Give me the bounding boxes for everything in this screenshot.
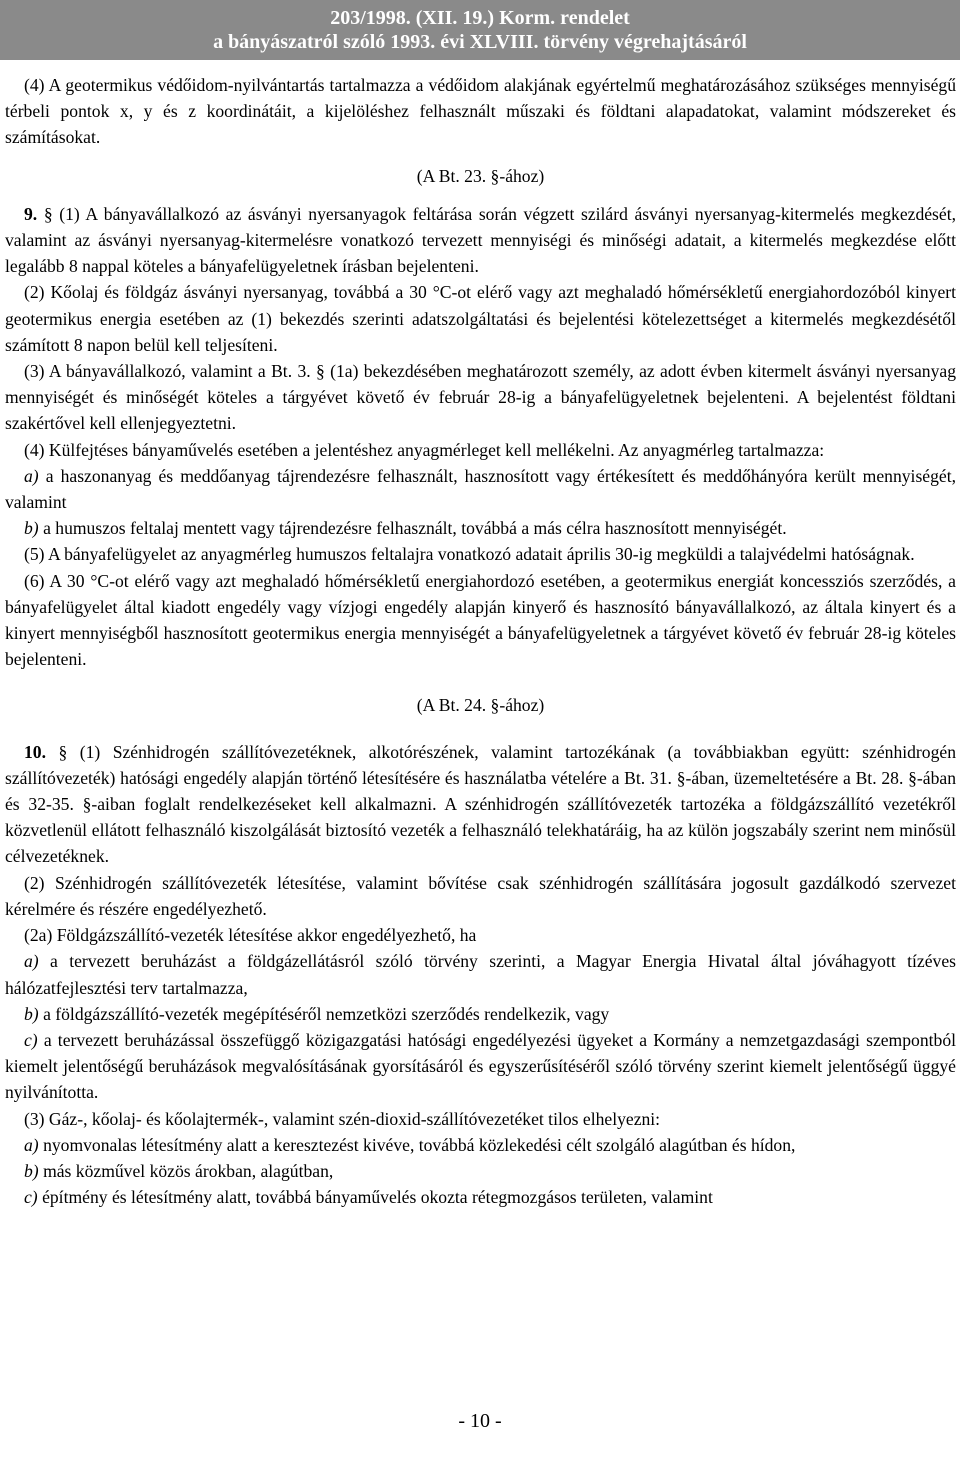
list-item: c) építmény és létesítmény alatt, továbbá bányaművelés okozta rétegmozgásos területen, valamint bbox=[24, 1187, 713, 1208]
section-10-paragraph-2: (2) Szénhidrogén szállítóvezeték létesítése, valamint bővítése csak szénhidrogén szállítására jogosult gazdálkodó szervezet kérelmére és részére engedélyezhető. bbox=[5, 872, 956, 919]
section-9-paragraph-1: 9. § (1) A bányavállalkozó az ásványi nyersanyagok feltárása során végzett szilárd ásványi nyersanyag-kitermelés megkezdését, valamint az ásványi nyersanyag-kitermelésre vonatkozó tervezett mennyiségi és minőségi adatait, a kitermelés megkezdése előtt legalább 8 nappal köteles a bányafelügyeletnek írásban bejelenteni. bbox=[5, 203, 956, 277]
section-reference: (A Bt. 24. §-ához) bbox=[416, 695, 545, 716]
list-item: c) a tervezett beruházással összefüggő közigazgatási hatósági engedélyezési ügyeket a Kormány a nemzetgazdasági szempontból kiemelt jelentőségű beruházások megvalósításának gyorsításáról és egyszerűsítéséről szóló törvény szerint kiemelt jelentőségű üggyé nyilvánította. bbox=[5, 1029, 957, 1103]
section-10-paragraph-3: (3) Gáz-, kőolaj- és kőolajtermék-, valamint szén-dioxid-szállítóvezetéket tilos elhelyezni: bbox=[24, 1108, 661, 1129]
header-title: 203/1998. (XII. 19.) Korm. rendelet bbox=[330, 7, 630, 29]
document-body bbox=[0, 60, 960, 1210]
list-item: a) a haszonanyag és meddőanyag tájrendezésre felhasznált, hasznosított vagy értékesített és meddőhányóra került mennyiségét, valamint bbox=[5, 465, 956, 513]
document-header bbox=[0, 0, 960, 60]
section-9-paragraph-3: (3) A bányavállalkozó, valamint a Bt. 3. § (1a) bekezdésében meghatározott személy, az adott évben kitermelt ásványi nyersanyag mennyiségét és minőségét köteles a tárgyévet követő év február 28-ig a bányafelügyeletnek bejelenteni. A bejelentést földtani szakértővel kell ellenjegyeztetni. bbox=[5, 361, 956, 434]
section-9-paragraph-6: (6) A 30 °C-ot elérő vagy azt meghaladó hőmérsékletű energiahordozó esetében, a geotermikus energiát koncessziós szerződés, a bányafelügyelet által kiadott engedély vagy vízjogi engedély alapján kinyerő és hasznosító bányavállalkozó, az általa kinyert és a kinyert mennyiségből hasznosított geotermikus energia mennyiségét a bányafelügyeletnek a tárgyévet követő év február 28-ig köteles bejelenteni. bbox=[5, 570, 956, 670]
list-item: b) más közművel közös árokban, alagútban, bbox=[24, 1160, 334, 1181]
list-item: b) a földgázszállító-vezeték megépítéséről nemzetközi szerződés rendelkezik, vagy bbox=[24, 1003, 610, 1024]
section-9-paragraph-5: (5) A bányafelügyelet az anyagmérleg humuszos feltalajra vonatkozó adatait április 30-ig megküldi a talajvédelmi hatóságnak. bbox=[24, 544, 915, 565]
list-item: a) nyomvonalas létesítmény alatt a keresztezést kivéve, továbbá közlekedési célt szolgáló alagútban és hídon, bbox=[24, 1134, 796, 1155]
paragraph: (4) A geotermikus védőidom-nyilvántartás tartalmazza a védőidom alakjának egyértelmű meghatározásához szükséges mennyiségű térbeli pontok x, y és z koordinátáit, a kijelöléshez felhasznált műszaki és földtani alapadatokat, valamint módszereket és számításokat. bbox=[5, 75, 956, 148]
section-number: 9. bbox=[24, 203, 38, 224]
list-item: a) a tervezett beruházást a földgázellátásról szóló törvény szerinti, a Magyar Energia Hivatal által jóváhagyott tízéves hálózatfejlesztési terv tartalmazza, bbox=[5, 951, 956, 998]
list-item: b) a humuszos feltalaj mentett vagy tájrendezésre felhasznált, továbbá a más célra hasznosított mennyiségét. bbox=[24, 518, 787, 539]
page-number: - 10 - bbox=[458, 1410, 502, 1432]
section-number: 10. bbox=[24, 741, 46, 762]
section-10-paragraph-1: 10. § (1) Szénhidrogén szállítóvezetéknek, alkotórészének, valamint tartozékának (a továbbiakban együtt: szénhidrogén szállítóvezeték) hatósági engedély alapján történő létesítésére és használatba vételére a Bt. 31. §-ában, üzemeltetésére a Bt. 28. §-ában és 32-35. §-aiban foglalt rendelkezéseket kell alkalmazni. A szénhidrogén szállítóvezeték tartozéka a földgázszállító vezetékről közvetlenül ellátott felhasználó kiszolgálását biztosító vezeték a felhasználó telekhatáráig, ha az külön jogszabály szerint nem minősül célvezetéknek. bbox=[5, 741, 956, 867]
header-subtitle: a bányászatról szóló 1993. évi XLVIII. törvény végrehajtásáról bbox=[213, 31, 747, 53]
section-reference: (A Bt. 23. §-ához) bbox=[416, 165, 545, 186]
section-9-paragraph-4: (4) Külfejtéses bányaművelés esetében a jelentéshez anyagmérleget kell mellékelni. Az anyagmérleg tartalmazza: bbox=[24, 439, 825, 460]
section-9-paragraph-2: (2) Kőolaj és földgáz ásványi nyersanyag, továbbá a 30 °C-ot elérő vagy azt meghaladó hőmérsékletű energiahordozóból kinyert geotermikus energia esetében az (1) bekezdés szerinti adatszolgáltatási és bejelentési kötelezettséget a kitermelés megkezdésétől számított 8 napon belül kell teljesíteni. bbox=[5, 282, 956, 355]
section-10-paragraph-2a: (2a) Földgázszállító-vezeték létesítése akkor engedélyezhető, ha bbox=[24, 925, 477, 946]
